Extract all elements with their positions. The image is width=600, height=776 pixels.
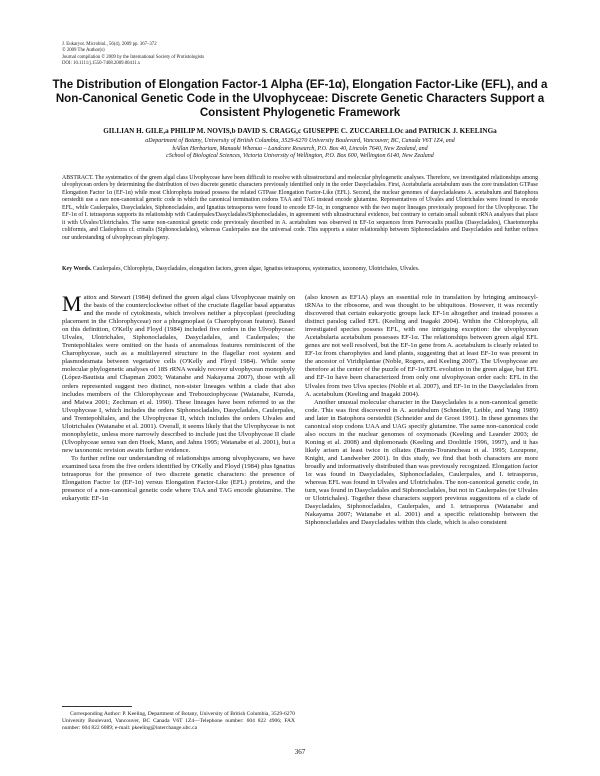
page-number: 367 [294,748,306,756]
doi-line: DOI: 10.1111/j.1550-7408.2009.00411.x [62,60,141,66]
intro-paragraph-3: (also known as EF1A) plays an essential role in translation by bringing aminoacyl-tRNAs to the ribosome, and was thought to be ubiquitous. However, it was recently discovered that certain eukaryotic groups lack EF-1α altogether and instead possess a distinct paralog called EFL (Keeling and Inagaki 2004). Within the Chlorophyta, all investigated species possess EFL, with one intriguing exception: the ulvophycean Acetabularia acetabulum possesses EF-1α. The relationships between green algal EFL genes are not well resolved, but the EF-1α gene from A. acetabulum is clearly related to EF-1α from charophytes and land plants, suggesting that at least EF-1α was present in the ancestor of Viridiplantae (Noble, Rogers, and Keeling 2007). The Ulvophyceae are therefore at the center of the puzzle of EF-1α/EFL evolution in the green algae, but EFL and EF-1α have been characterized from only one ulvophycean order each: EFL in the Ulvales from two Ulva species (Noble et al. 2007), and EF-1α in the Dasycladales from A. acetabulum (Keeling and Inagaki 2004). [305,294,538,398]
keywords [62,266,538,273]
journal-citation: J. Eukaryot. Microbiol., 56(4), 2009 pp. 367–372 [62,42,157,47]
intro-paragraph-1-text: attox and Stewart (1984) defined the green algal class Ulvophyceae mainly on the basis of the counterclockwise offset of the cruciate flagellar basal apparatus and the mode of cytokinesis, which involves neither a phycoplast (precluding placement in the Chlorophyceae) nor a phragmoplast (a Charophycean feature). Based on this definition, O'Kelly and Floyd (1984) included five orders in the Ulvophyceae: Ulvales, Ulotrichales, Siphonocladales, Dasycladales, and Caulerpales; the Trentepohliales were omitted on the basis of anomalous features reminiscent of the Charophyceae, such as a multilayered structure in the flagellar root system and plasmodesmata between vegetative cells (O'Kelly and Floyd 1984). While some molecular phylogenetic analyses of 18S rRNA weakly recover ulvophycean monophyly (López-Bautista and Chapman 2003; Watanabe and Nakayama 2007), those with all orders represented suggest two distinct, non-sister lineages within a clade that also includes members of the Chlorophyceae and Trebouxiophyceae (Watanabe, Kuroda, and Maiwa 2001; Zechman et al. 1990). These lineages have been referred to as the Ulvophyceae I, which includes the orders Siphonocladales, Dasycladales, Caulerpales, and Trentepohliales, and the Ulvophyceae II, which includes the orders Ulvales and Ulotrichales (Watanabe et al. 2001). Overall, it seems likely that the Ulvophyceae is not monophyletic, unless more narrowly described to include just the Ulvophyceae II clade (Ulvophyceae sensu van den Hoek, Mann, and Jahns 1995; Watanabe et al. 2001), but a new taxonomic revision awaits further evidence. [62,294,295,454]
intro-paragraph-1 [62,291,295,455]
left-column [62,291,295,503]
keywords-label: Key Words. [62,266,92,272]
compilation-line: Journal compilation © 2009 by the International Society of Protistologists [62,54,205,60]
journal-header [62,42,362,67]
intro-paragraph-2: To further refine our understanding of relationships among ulvophyceans, we have examined taxa from the five orders identified by O'Kelly and Floyd (1984) plus Ignatius tetrasporus for the presence of two discrete genetic characters: the presence of Elongation Factor 1α (EF-1α) versus Elongation Factor-Like (EFL) proteins, and the presence of a non-canonical genetic code where TAA and TAG encode glutamine. The eukaryotic EF-1α [62,454,295,503]
affiliations [60,138,540,161]
affiliation-c: cSchool of Biological Sciences, Victoria University of Wellington, P.O. Box 600, Wellington 6140, New Zealand [166,153,434,160]
dropcap: M [62,291,82,316]
corresponding-author-footnote: Corresponding Author: P. Keeling, Department of Botany, University of British Columbia, 3529-6270 University Boulevard, Vancouver, BC Canada V6T 1Z4—Telephone number: 604 822 4906; FAX number: 604 822 6089; e-mail: pkeeling@interchange.ubc.ca [62,711,295,731]
intro-paragraph-4: Another unusual molecular character in the Dasycladales is a non-canonical genetic code. This was first discovered in A. acetabulum (Schneider, Leible, and Yang 1989) and later in Batophora oerstedtii (Schneider and de Groot 1991). In these genomes the canonical stop codons UAA and UAG specify glutamine. The same non-canonical code also occurs in the nuclear genomes of oxymonads (Keeling and Leander 2003; de Koning et al. 2008) and diplomonads (Keeling and Doolittle 1996, 1997), and it has likely arisen at least twice in ciliates (Baroin-Tourancheau et al. 1995; Lozupone, Knight, and Landweber 2001). In this study, we find that both characters are more broadly and informatively distributed than was previously recognized. Elongation factor 1α was found in Dasycladales, Siphonocladales, Caulerpales, and I. tetrasporus, whereas EFL was found in Ulvales and Ulotrichales. The non-canonical genetic code, in turn, was found in Dasycladales and Siphonocladales, but not in Caulerpales (or Ulvales or Ulotrichales). Together these characters support previous suggestions of a clade of Dasycladales, Siphonocladales, Caulerpales, and I. tetrasporus (Watanabe and Nakayama 2007; Watanabe et al. 2001) and a specific relationship between the Siphonocladales and Dasycladales within this clade, which is also consistent [305,398,538,527]
abstract: ABSTRACT. The systematics of the green algal class Ulvophyceae have been difficult to resolve with ultrastructural and molecular phylogenetic analyses. Therefore, we investigated relationships among ulvophycean orders by determining the distribution of two discrete genetic characters previously identified only in the order Dasycladales. First, Acetabularia acetabulum uses the core translation GTPase Elongation Factor 1α (EF-1α) while most Chlorophyta instead possess the related GTPase Elongation Factor-Like (EFL). Second, the nuclear genomes of dasycladaleans A. acetabulum and Batophora oerstedtii use a rare non-canonical genetic code in which the canonical termination codons TAA and TAG instead encode glutamine. Representatives of Ulvales and Ulotrichales were found to encode EFL, while Caulerpales, Dasycladales, Siphonocladales, and Ignatius tetrasporus were found to encode EF-1α, in congruence with the two major lineages previously proposed for the Ulvophyceae. The EF-1α of I. tetrasporus supports its relationship with Caulerpales/Dasycladales/Siphonocladales, in agreement with ultrastructural evidence, but contrary to certain small subunit rRNA analyses that place it with Ulvales/Ulotrichales. The same non-canonical genetic code previously described in A. acetabulum was observed in EF-1α sequences from Parvocaulis pusillus (Dasycladales), Chaetomorpha coliformis, and Cladophora cf. crinalis (Siphonocladales), whereas Caulerpales use the universal code. This supports a sister relationship between Siphonocladales and Dasycladales and further refines our understanding of ulvophycean phylogeny. [62,175,538,241]
keywords-text: Caulerpales, Chlorophyta, Dasycladales, elongation factors, green algae, Ignatius tetrasporus, systematics, taxonomy, Ulotrichales, Ulvales. [92,266,420,272]
affiliation-b: bAllan Herbarium, Manaaki Whenua – Landcare Research, P.O. Box 40, Lincoln 7640, New Zealand, and [172,145,428,152]
author-list: GILLIAN H. GILE,a PHILIP M. NOVIS,b DAVID S. CRAGG,c GIUSEPPE C. ZUCCARELLOc and PATRICK J. KEELINGa [103,127,497,135]
affiliation-a: aDepartment of Botany, University of British Columbia, 3529-6270 University Boulevard, Vancouver, BC, Canada V6T 1Z4, and [145,138,455,144]
footnote-divider [62,706,132,707]
copyright-line: © 2009 The Author(s) [62,48,105,54]
right-column [305,294,538,527]
article-title: The Distribution of Elongation Factor-1 Alpha (EF-1α), Elongation Factor-Like (EFL), and a Non-Canonical Genetic Code in the Ulvophyceae: Discrete Genetic Characters Support a Consistent Phylogenetic Framework [52,78,548,119]
